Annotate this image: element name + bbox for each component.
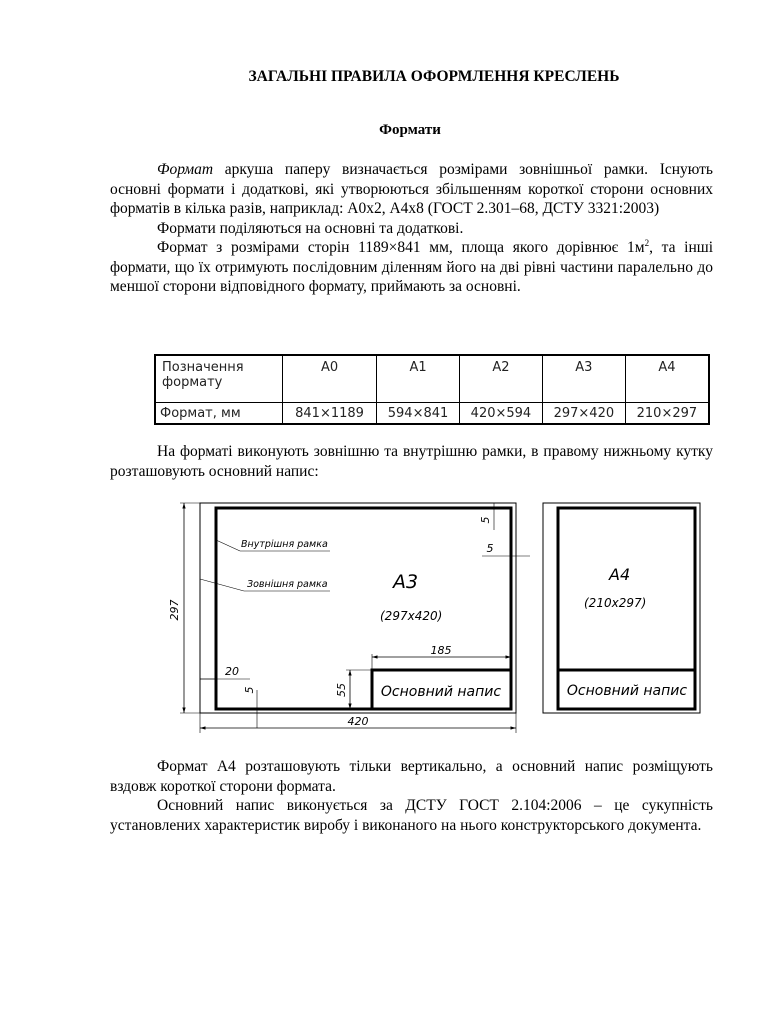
label-inner-frame: Внутрішня рамка	[241, 539, 328, 550]
superscript-2: 2	[644, 237, 650, 248]
dim-label-55: 55	[335, 683, 348, 697]
closing-text	[110, 757, 713, 835]
a3-title-block-label: Основний напис	[380, 684, 502, 700]
main-formats-text-b: , та інші формати, що їх отримують послідовним діленням його на дві рівні частини паралельно до меншої сторони відповідного формату, приймають за основні.	[110, 239, 714, 295]
a4-figure	[543, 503, 700, 713]
table-cell-name: А0	[283, 355, 377, 403]
paragraph-frames: На форматі виконують зовнішню та внутрішню рамки, в правому нижньому кутку розташовують основний напис:	[110, 443, 713, 480]
dim-label-297: 297	[168, 599, 181, 621]
dim-label-5-right: 5	[486, 542, 494, 555]
dim-label-20: 20	[225, 665, 239, 678]
label-outer-frame: Зовнішня рамка	[247, 579, 328, 590]
table-cell-size: 420×594	[459, 403, 542, 425]
a4-format-name: А4	[609, 565, 631, 584]
table-cell-name: А1	[377, 355, 460, 403]
table-cell-size: 210×297	[625, 403, 709, 425]
section-title: Формати	[379, 122, 441, 138]
table-cell-name: А3	[542, 355, 625, 403]
table-cell-name: А2	[459, 355, 542, 403]
dim-label-5-bottom: 5	[243, 686, 256, 694]
table-cell-size: 594×841	[377, 403, 460, 425]
paragraph-format-division: Формати поділяються на основні та додаткові.	[157, 219, 464, 237]
paragraph-title-block-standard: Основний напис виконується за ДСТУ ГОСТ 2.104:2006 – це сукупність установлених характеристик виробу і виконаного на нього конструкторського документа.	[110, 797, 713, 834]
table-cell-name: А4	[625, 355, 709, 403]
table-cell-size: 841×1189	[283, 403, 377, 425]
a3-figure	[168, 503, 530, 733]
table-cell-size: 297×420	[542, 403, 625, 425]
main-formats-text-a: Формат з розмірами сторін 1189×841 мм, площа якого дорівнює 1м	[157, 239, 645, 256]
table-header-label: Позначення формату	[155, 355, 283, 403]
a3-format-name: А3	[393, 571, 419, 593]
table-row-label: Формат, мм	[155, 403, 283, 425]
term-format: Формат	[157, 161, 214, 178]
dim-label-185: 185	[430, 644, 452, 657]
dim-label-420: 420	[347, 715, 369, 728]
a4-format-size: (210х297)	[584, 596, 647, 610]
a3-format-size: (297х420)	[380, 609, 443, 623]
a3-outer-frame	[200, 503, 516, 713]
a4-title-block-label: Основний напис	[566, 683, 688, 699]
document-title: ЗАГАЛЬНІ ПРАВИЛА ОФОРМЛЕННЯ КРЕСЛЕНЬ	[248, 68, 620, 85]
paragraph-format-definition-text: аркуша паперу визначається розмірами зовнішньої рамки. Існують основні формати і додаткові, які утворюються збільшенням короткої сторони основних форматів в кілька разів, наприклад: А0х2, А4х8 (ГОСТ 2.301–68, ДСТУ 3321:2003)	[110, 161, 713, 217]
paragraph-a4-orientation: Формат А4 розташовують тільки вертикально, а основний напис розміщують вздовж короткої сторони формата.	[110, 758, 713, 795]
dim-label-5-top: 5	[479, 516, 492, 524]
